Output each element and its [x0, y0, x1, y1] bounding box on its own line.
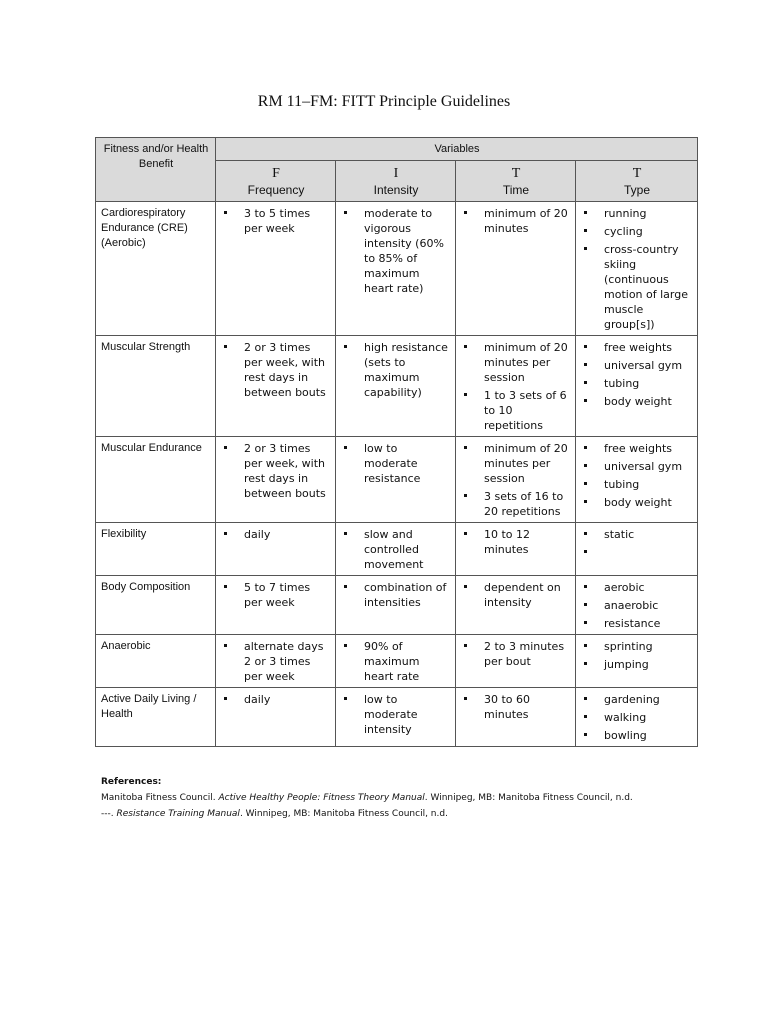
- benefit-cell: Active Daily Living / Health: [96, 688, 216, 747]
- bullet-list: [581, 580, 693, 631]
- bullet-icon: [584, 229, 587, 232]
- table-row: [96, 202, 698, 336]
- bullet-icon: [584, 482, 587, 485]
- table-row: [96, 523, 698, 576]
- bullet-list: [341, 639, 451, 684]
- list-item-text: tubing: [604, 377, 640, 390]
- time-cell: [456, 437, 576, 523]
- frequency-cell: [216, 576, 336, 635]
- list-item: [581, 545, 693, 560]
- list-item: [461, 527, 571, 557]
- reference-entry: [101, 806, 633, 822]
- list-item: [461, 580, 571, 610]
- list-item: [461, 441, 571, 486]
- intensity-cell: [336, 523, 456, 576]
- variable-header-frequency: [216, 161, 336, 202]
- bullet-list: [461, 580, 571, 610]
- bullet-icon: [224, 585, 227, 588]
- list-item-text: alternate days 2 or 3 times per week: [244, 640, 324, 683]
- bullet-list: [341, 206, 451, 296]
- type-cell: [576, 437, 698, 523]
- list-item-text: minimum of 20 minutes per session: [484, 341, 568, 384]
- list-item-text: 90% of maximum heart rate: [364, 640, 420, 683]
- list-item-text: daily: [244, 528, 271, 541]
- bullet-list: [461, 441, 571, 519]
- list-item-text: running: [604, 207, 647, 220]
- bullet-icon: [464, 345, 467, 348]
- bullet-list: [581, 639, 693, 672]
- bullet-list: [461, 527, 571, 557]
- list-item: [581, 376, 693, 391]
- list-item-text: resistance: [604, 617, 661, 630]
- list-item-text: high resistance (sets to maximum capability): [364, 341, 448, 399]
- bullet-icon: [344, 211, 347, 214]
- list-item: [581, 242, 693, 332]
- bullet-icon: [584, 697, 587, 700]
- bullet-icon: [464, 393, 467, 396]
- benefit-cell: Body Composition: [96, 576, 216, 635]
- list-item: [461, 489, 571, 519]
- list-item-text: cross-country skiing (continuous motion of large muscle group[s]): [604, 243, 688, 331]
- bullet-list: [581, 692, 693, 743]
- benefit-cell: Muscular Strength: [96, 336, 216, 437]
- variables-header: Variables: [216, 138, 698, 161]
- list-item-text: 2 or 3 times per week, with rest days in between bouts: [244, 442, 326, 500]
- bullet-icon: [344, 446, 347, 449]
- list-item-text: tubing: [604, 478, 640, 491]
- intensity-cell: [336, 437, 456, 523]
- intensity-cell: [336, 576, 456, 635]
- table-row: [96, 576, 698, 635]
- list-item-text: free weights: [604, 341, 673, 354]
- list-item-text: universal gym: [604, 359, 683, 372]
- references-heading: References:: [101, 777, 162, 787]
- frequency-cell: [216, 688, 336, 747]
- bullet-icon: [584, 211, 587, 214]
- bullet-list: [461, 692, 571, 722]
- list-item-text: moderate to vigorous intensity (60% to 85% of maximum heart rate): [364, 207, 444, 295]
- bullet-icon: [464, 446, 467, 449]
- list-item-text: body weight: [604, 395, 672, 408]
- benefit-cell: Muscular Endurance: [96, 437, 216, 523]
- list-item: [581, 710, 693, 725]
- bullet-list: [581, 340, 693, 409]
- bullet-list: [221, 527, 331, 542]
- bullet-icon: [584, 733, 587, 736]
- variable-header-time: [456, 161, 576, 202]
- variable-header-intensity: [336, 161, 456, 202]
- table-row: [96, 437, 698, 523]
- list-item-text: dependent on intensity: [484, 581, 561, 609]
- list-item: [461, 340, 571, 385]
- list-item: [581, 477, 693, 492]
- reference-prefix: ---.: [101, 809, 117, 819]
- list-item-text: aerobic: [604, 581, 645, 594]
- reference-title: Active Healthy People: Fitness Theory Manual: [218, 793, 425, 803]
- variable-letter: F: [272, 166, 280, 181]
- bullet-icon: [584, 550, 587, 553]
- list-item: [581, 598, 693, 613]
- bullet-icon: [464, 532, 467, 535]
- bullet-list: [341, 527, 451, 572]
- table-row: [96, 635, 698, 688]
- list-item-text: low to moderate intensity: [364, 693, 418, 736]
- list-item-text: free weights: [604, 442, 673, 455]
- bullet-icon: [464, 494, 467, 497]
- list-item-text: combination of intensities: [364, 581, 447, 609]
- bullet-icon: [344, 532, 347, 535]
- frequency-cell: [216, 336, 336, 437]
- bullet-list: [221, 206, 331, 236]
- benefit-column-header: Fitness and/or Health Benefit: [96, 138, 216, 202]
- list-item: [341, 692, 451, 737]
- type-cell: [576, 523, 698, 576]
- list-item-text: walking: [604, 711, 647, 724]
- list-item: [581, 527, 693, 542]
- list-item: [461, 206, 571, 236]
- list-item: [581, 358, 693, 373]
- list-item-text: gardening: [604, 693, 660, 706]
- frequency-cell: [216, 437, 336, 523]
- bullet-icon: [464, 585, 467, 588]
- bullet-icon: [584, 621, 587, 624]
- bullet-icon: [584, 532, 587, 535]
- bullet-icon: [344, 585, 347, 588]
- bullet-list: [461, 340, 571, 433]
- bullet-icon: [584, 345, 587, 348]
- list-item-text: 3 sets of 16 to 20 repetitions: [484, 490, 564, 518]
- list-item: [581, 692, 693, 707]
- reference-suffix: . Winnipeg, MB: Manitoba Fitness Council, n.d.: [239, 809, 448, 819]
- page-title: RM 11–FM: FITT Principle Guidelines: [257, 93, 511, 110]
- benefit-cell: Anaerobic: [96, 635, 216, 688]
- bullet-list: [461, 206, 571, 236]
- list-item-text: daily: [244, 693, 271, 706]
- type-cell: [576, 688, 698, 747]
- list-item: [581, 224, 693, 239]
- reference-prefix: Manitoba Fitness Council.: [101, 793, 219, 803]
- list-item: [581, 495, 693, 510]
- reference-title: Resistance Training Manual: [116, 809, 240, 819]
- time-cell: [456, 635, 576, 688]
- list-item: [581, 394, 693, 409]
- bullet-icon: [464, 697, 467, 700]
- list-item: [221, 692, 331, 707]
- bullet-list: [581, 527, 693, 560]
- bullet-icon: [584, 500, 587, 503]
- frequency-cell: [216, 202, 336, 336]
- bullet-icon: [224, 697, 227, 700]
- time-cell: [456, 523, 576, 576]
- intensity-cell: [336, 202, 456, 336]
- list-item: [461, 639, 571, 669]
- list-item-text: 5 to 7 times per week: [244, 581, 311, 609]
- list-item-text: body weight: [604, 496, 672, 509]
- list-item-text: anaerobic: [604, 599, 659, 612]
- list-item: [221, 639, 331, 684]
- bullet-icon: [584, 247, 587, 250]
- table-row: [96, 688, 698, 747]
- bullet-list: [581, 206, 693, 332]
- bullet-icon: [584, 363, 587, 366]
- bullet-list: [221, 441, 331, 501]
- variable-letter: T: [632, 166, 642, 181]
- list-item-text: low to moderate resistance: [364, 442, 421, 485]
- list-item: [341, 340, 451, 400]
- list-item: [581, 616, 693, 631]
- list-item-text: sprinting: [604, 640, 653, 653]
- time-cell: [456, 576, 576, 635]
- bullet-icon: [584, 644, 587, 647]
- list-item-text: 30 to 60 minutes: [484, 693, 531, 721]
- bullet-icon: [344, 345, 347, 348]
- bullet-icon: [224, 446, 227, 449]
- intensity-cell: [336, 635, 456, 688]
- bullet-list: [341, 580, 451, 610]
- list-item-text: 2 or 3 times per week, with rest days in between bouts: [244, 341, 326, 399]
- list-item: [341, 527, 451, 572]
- list-item-text: minimum of 20 minutes per session: [484, 442, 568, 485]
- variable-name: Time: [502, 183, 530, 197]
- list-item: [221, 441, 331, 501]
- list-item: [581, 657, 693, 672]
- bullet-icon: [344, 644, 347, 647]
- list-item: [581, 728, 693, 743]
- type-cell: [576, 202, 698, 336]
- bullet-list: [341, 441, 451, 486]
- list-item: [581, 580, 693, 595]
- list-item: [341, 441, 451, 486]
- table-row: [96, 336, 698, 437]
- bullet-icon: [344, 697, 347, 700]
- list-item-text: minimum of 20 minutes: [484, 207, 568, 235]
- list-item: [581, 340, 693, 355]
- variable-letter: I: [393, 166, 399, 181]
- list-item: [461, 388, 571, 433]
- bullet-list: [221, 580, 331, 610]
- list-item: [581, 441, 693, 456]
- bullet-list: [221, 692, 331, 707]
- bullet-icon: [584, 464, 587, 467]
- bullet-icon: [224, 644, 227, 647]
- bullet-icon: [464, 644, 467, 647]
- list-item: [341, 580, 451, 610]
- reference-entry: [101, 790, 633, 806]
- time-cell: [456, 202, 576, 336]
- time-cell: [456, 336, 576, 437]
- list-item: [581, 639, 693, 654]
- bullet-icon: [224, 211, 227, 214]
- bullet-list: [341, 340, 451, 400]
- list-item-text: 1 to 3 sets of 6 to 10 repetitions: [484, 389, 567, 432]
- references: [101, 774, 633, 822]
- bullet-icon: [584, 603, 587, 606]
- bullet-icon: [464, 211, 467, 214]
- bullet-icon: [584, 662, 587, 665]
- bullet-icon: [584, 381, 587, 384]
- list-item: [461, 692, 571, 722]
- fitt-table-body: [96, 202, 698, 747]
- list-item-text: 2 to 3 minutes per bout: [484, 640, 565, 668]
- bullet-list: [221, 340, 331, 400]
- list-item-text: universal gym: [604, 460, 683, 473]
- variable-name: Intensity: [373, 183, 419, 197]
- list-item: [581, 459, 693, 474]
- frequency-cell: [216, 523, 336, 576]
- list-item-text: cycling: [604, 225, 643, 238]
- list-item: [341, 206, 451, 296]
- variable-letter: T: [511, 166, 521, 181]
- intensity-cell: [336, 336, 456, 437]
- bullet-list: [341, 692, 451, 737]
- variable-name: Frequency: [247, 183, 305, 197]
- bullet-icon: [224, 345, 227, 348]
- bullet-icon: [584, 399, 587, 402]
- list-item-text: 3 to 5 times per week: [244, 207, 311, 235]
- list-item-text: jumping: [604, 658, 649, 671]
- list-item-text: static: [604, 528, 635, 541]
- bullet-list: [461, 639, 571, 669]
- type-cell: [576, 336, 698, 437]
- benefit-cell: Cardiorespiratory Endurance (CRE) (Aerobic): [96, 202, 216, 336]
- list-item: [581, 206, 693, 221]
- list-item: [341, 639, 451, 684]
- bullet-icon: [584, 446, 587, 449]
- list-item: [221, 527, 331, 542]
- variable-name: Type: [624, 183, 651, 197]
- type-cell: [576, 635, 698, 688]
- list-item: [221, 340, 331, 400]
- bullet-icon: [584, 715, 587, 718]
- list-item: [221, 580, 331, 610]
- list-item-text: slow and controlled movement: [364, 528, 424, 571]
- bullet-list: [221, 639, 331, 684]
- intensity-cell: [336, 688, 456, 747]
- variable-header-type: [576, 161, 698, 202]
- frequency-cell: [216, 635, 336, 688]
- bullet-icon: [224, 532, 227, 535]
- bullet-list: [581, 441, 693, 510]
- type-cell: [576, 576, 698, 635]
- bullet-icon: [584, 585, 587, 588]
- reference-suffix: . Winnipeg, MB: Manitoba Fitness Council, n.d.: [424, 793, 633, 803]
- list-item-text: 10 to 12 minutes: [484, 528, 531, 556]
- list-item: [221, 206, 331, 236]
- benefit-cell: Flexibility: [96, 523, 216, 576]
- time-cell: [456, 688, 576, 747]
- fitt-table: [95, 137, 698, 747]
- list-item-text: bowling: [604, 729, 647, 742]
